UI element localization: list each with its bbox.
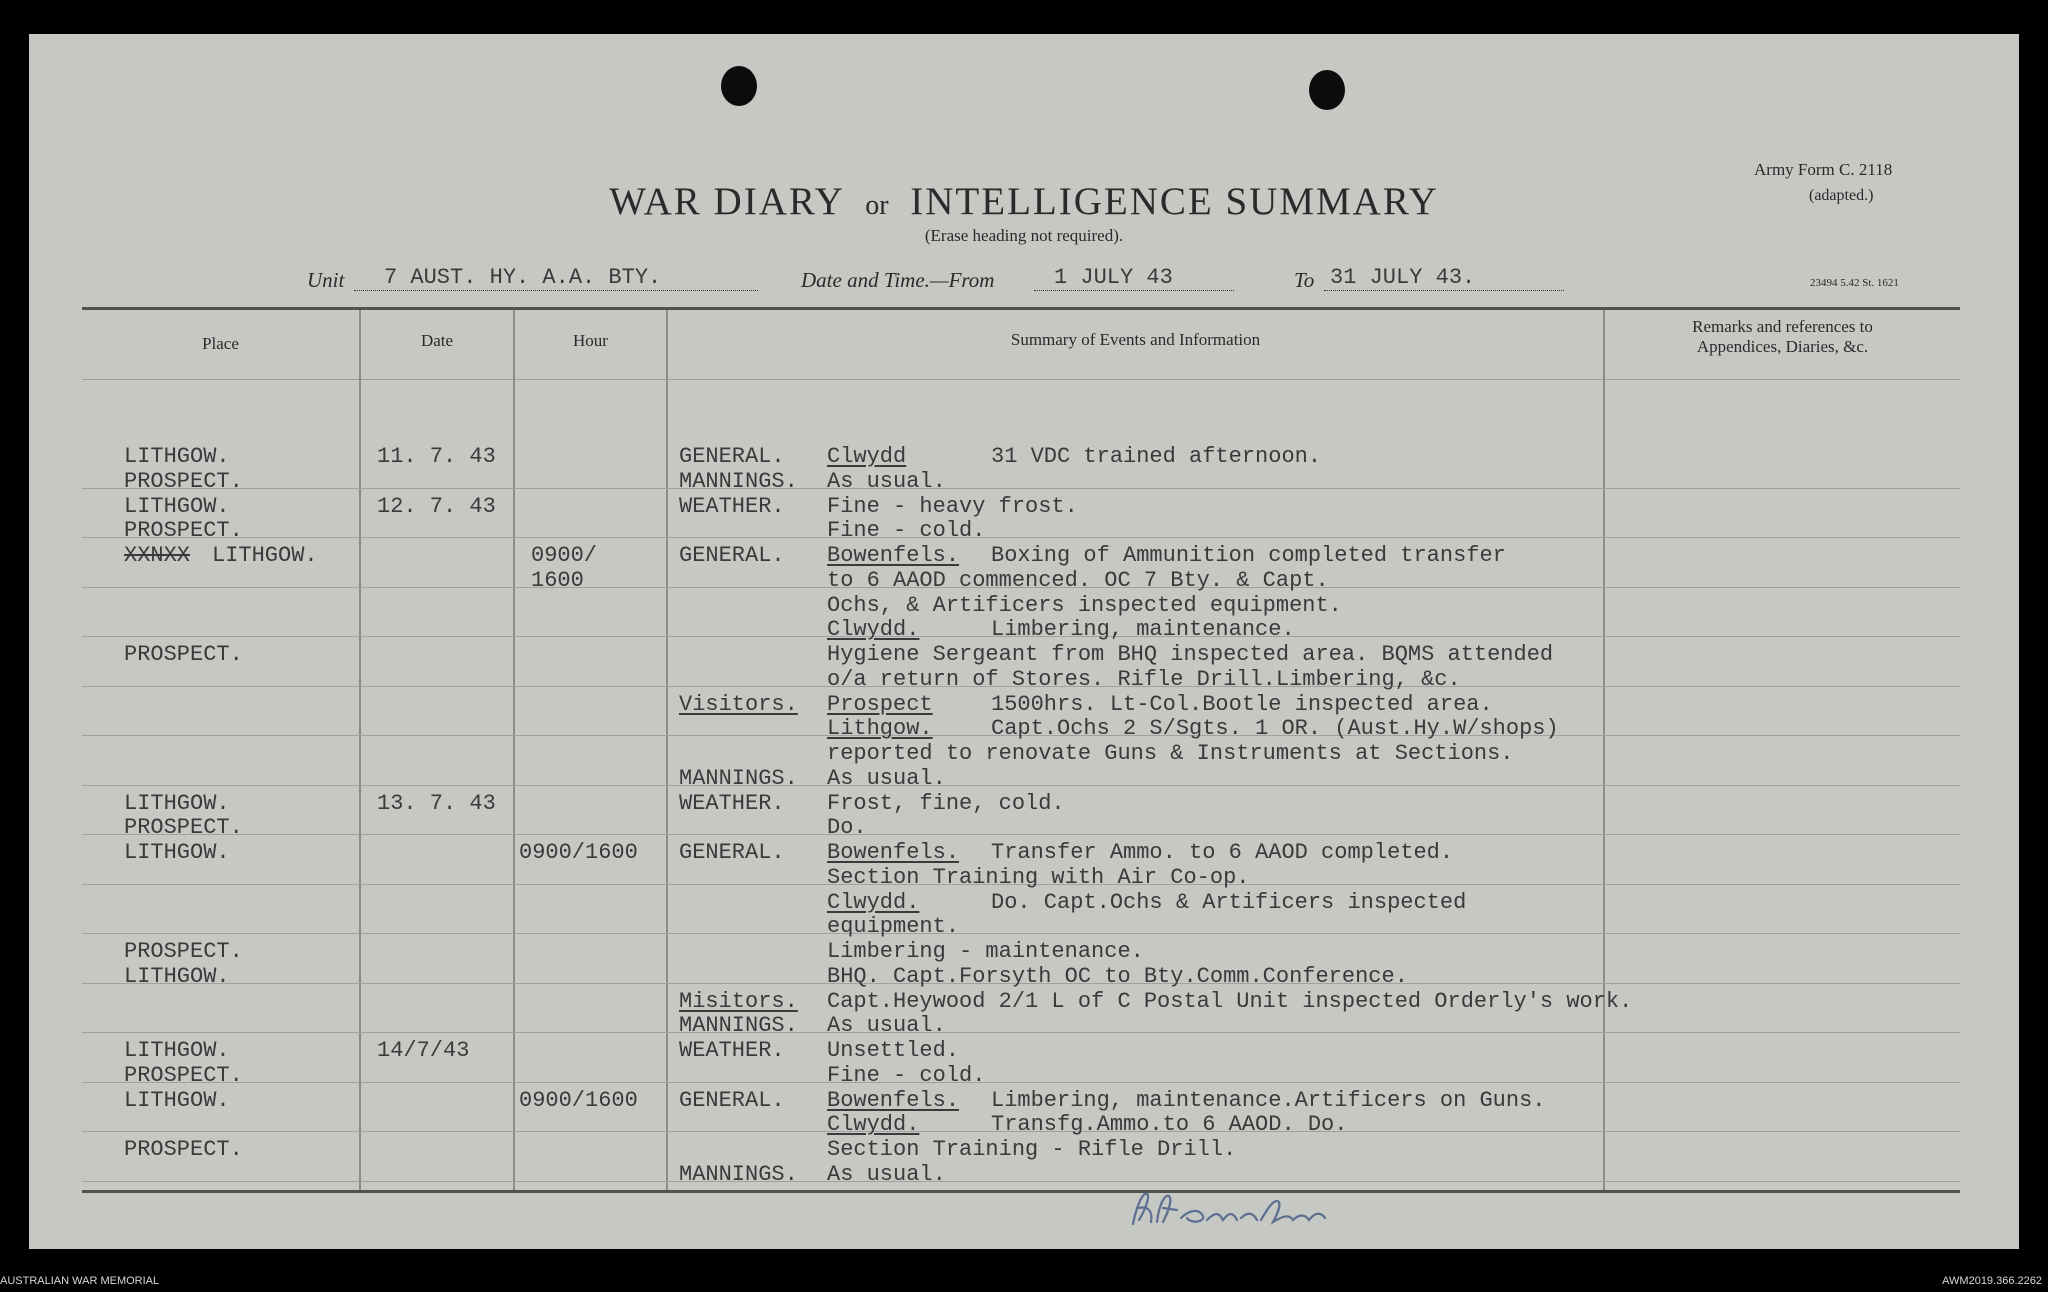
summary-text: As usual. xyxy=(827,765,946,791)
place-cell: PROSPECT. xyxy=(124,1137,243,1162)
header-remarks xyxy=(1605,317,1960,357)
column-divider-date xyxy=(513,310,515,1190)
summary-tag: MANNINGS. xyxy=(679,1161,798,1187)
signature-mark xyxy=(1129,1184,1339,1234)
summary-text: o/a return of Stores. Rifle Drill.Limbering, &c. xyxy=(827,666,1461,692)
header-hour: Hour xyxy=(573,331,608,350)
place-cell: PROSPECT. xyxy=(124,815,243,841)
title-intelligence-summary: INTELLIGENCE SUMMARY xyxy=(910,180,1439,223)
summary-subject: Bowenfels. xyxy=(827,1087,960,1113)
place-struck: XXNXX xyxy=(124,543,191,568)
date-time-label: Date and Time.—From xyxy=(801,268,995,292)
summary-subject: Bowenfels. xyxy=(827,840,960,865)
summary-text: Fine - cold. xyxy=(827,1062,986,1088)
summary-text: Hygiene Sergeant from BHQ inspected area. BQMS attended xyxy=(827,642,1554,667)
summary-tag: MANNINGS. xyxy=(679,765,798,791)
place-cell: PROSPECT. xyxy=(124,468,243,494)
summary-text: Limbering, maintenance. xyxy=(991,617,1295,643)
summary-text: BHQ. Capt.Forsyth OC to Bty.Comm.Conference. xyxy=(827,963,1408,989)
summary-text: reported to renovate Guns & Instruments at Sections. xyxy=(827,741,1514,766)
summary-text: Section Training - Rifle Drill. xyxy=(827,1137,1237,1162)
summary-tag: WEATHER. xyxy=(679,493,785,519)
date-cell: 11. 7. 43 xyxy=(377,444,496,469)
print-code: 23494 5.42 St. 1621 xyxy=(1810,277,1899,289)
summary-text: As usual. xyxy=(827,1013,946,1039)
hour-cell: 0900/1600 xyxy=(519,1087,638,1113)
date-cell: 12. 7. 43 xyxy=(377,493,496,519)
summary-text: Frost, fine, cold. xyxy=(827,790,1065,816)
place-cell: LITHGOW. xyxy=(124,790,230,816)
diary-sheet xyxy=(29,34,2019,1249)
summary-tag: GENERAL. xyxy=(679,1087,785,1113)
ruled-line xyxy=(82,537,1960,538)
place-cell: PROSPECT. xyxy=(124,642,243,667)
column-divider-hour xyxy=(666,310,668,1190)
signature xyxy=(1129,1184,1339,1238)
summary-text: Transfg.Ammo.to 6 AAOD. Do. xyxy=(991,1112,1348,1138)
date-to-value: 31 JULY 43. xyxy=(1324,265,1564,291)
page-title xyxy=(29,179,2019,224)
summary-subject: Clwydd. xyxy=(827,889,920,915)
summary-text: Limbering, maintenance.Artificers on Guns. xyxy=(991,1087,1546,1113)
table-bottom-rule xyxy=(82,1190,1960,1193)
place-cell: LITHGOW. xyxy=(212,543,318,568)
ruled-line xyxy=(82,488,1960,489)
place-cell: PROSPECT. xyxy=(124,939,243,964)
header-place: Place xyxy=(202,334,239,353)
summary-text: As usual. xyxy=(827,468,946,494)
summary-tag: MANNINGS. xyxy=(679,468,798,494)
table-top-rule xyxy=(82,307,1960,310)
erase-heading-note: (Erase heading not required). xyxy=(924,226,1124,245)
summary-text: Ochs, & Artificers inspected equipment. xyxy=(827,592,1342,618)
place-cell: LITHGOW. xyxy=(124,493,230,519)
summary-subject: Lithgow. xyxy=(827,716,933,742)
title-war-diary: WAR DIARY xyxy=(609,180,844,223)
header-remarks-line-1: Remarks and references to xyxy=(1692,317,1873,336)
ruled-line xyxy=(82,785,1960,786)
summary-tag: GENERAL. xyxy=(679,543,785,568)
summary-text: Capt.Ochs 2 S/Sgts. 1 OR. (Aust.Hy.W/shops) xyxy=(991,716,1559,742)
summary-text: 1500hrs. Lt-Col.Bootle inspected area. xyxy=(991,691,1493,717)
summary-text: equipment. xyxy=(827,914,960,940)
summary-text: Do. xyxy=(827,815,867,841)
summary-tag: Visitors. xyxy=(679,691,798,717)
summary-subject: Clwydd. xyxy=(827,1112,920,1138)
header-remarks-line-2: Appendices, Diaries, &c. xyxy=(1696,337,1869,356)
summary-text: Fine - heavy frost. xyxy=(827,493,1078,519)
footer-institution: AUSTRALIAN WAR MEMORIAL xyxy=(0,1275,160,1287)
summary-tag: WEATHER. xyxy=(679,1038,785,1063)
date-to-label: To xyxy=(1294,268,1315,292)
summary-tag: MANNINGS. xyxy=(679,1013,798,1039)
place-cell: LITHGOW. xyxy=(124,444,230,469)
header-date: Date xyxy=(420,331,454,350)
column-divider-summary xyxy=(1603,310,1605,1190)
footer-catalogue-number: AWM2019.366.2262 xyxy=(1942,1275,2042,1287)
ruled-line xyxy=(82,1082,1960,1083)
place-cell: LITHGOW. xyxy=(124,963,230,989)
ruled-line xyxy=(82,933,1960,934)
army-form-adapted: (adapted.) xyxy=(1809,187,1874,204)
date-from-value: 1 JULY 43 xyxy=(1034,265,1234,291)
summary-text: As usual. xyxy=(827,1161,946,1187)
summary-text: Transfer Ammo. to 6 AAOD completed. xyxy=(991,840,1454,865)
place-cell: LITHGOW. xyxy=(124,1087,230,1113)
ruled-line xyxy=(82,1181,1960,1182)
summary-subject: Clwydd. xyxy=(827,617,920,643)
summary-tag: WEATHER. xyxy=(679,790,785,816)
place-cell: LITHGOW. xyxy=(124,840,230,865)
summary-text: Limbering - maintenance. xyxy=(827,939,1144,964)
ruled-line xyxy=(82,834,1960,835)
ruled-line xyxy=(82,1032,1960,1033)
unit-label: Unit xyxy=(307,268,345,292)
date-cell: 14/7/43 xyxy=(377,1038,470,1063)
summary-text: Do. Capt.Ochs & Artificers inspected xyxy=(991,889,1467,915)
punch-hole-left xyxy=(721,66,757,106)
place-cell: PROSPECT. xyxy=(124,1062,243,1088)
summary-text: Capt.Heywood 2/1 L of C Postal Unit inspected Orderly's work. xyxy=(827,988,1633,1014)
summary-tag: GENERAL. xyxy=(679,444,785,469)
summary-text: to 6 AAOD commenced. OC 7 Bty. & Capt. xyxy=(827,567,1329,593)
column-divider-place xyxy=(359,310,361,1190)
army-form-number: Army Form C. 2118 xyxy=(1754,160,1893,179)
summary-text: Unsettled. xyxy=(827,1038,960,1063)
summary-tag: GENERAL. xyxy=(679,840,785,865)
summary-subject: Bowenfels. xyxy=(827,543,960,568)
summary-subject: Prospect xyxy=(827,691,933,717)
header-summary: Summary of Events and Information xyxy=(1010,330,1261,349)
summary-subject: Clwydd xyxy=(827,444,907,469)
hour-cell: 0900/ xyxy=(531,543,598,568)
summary-text: 31 VDC trained afternoon. xyxy=(991,444,1322,469)
hour-cell: 1600 xyxy=(531,567,584,593)
date-cell: 13. 7. 43 xyxy=(377,790,496,816)
place-cell: PROSPECT. xyxy=(124,518,243,544)
summary-tag: Misitors. xyxy=(679,988,798,1014)
header-rule xyxy=(82,379,1960,380)
summary-text: Section Training with Air Co-op. xyxy=(827,864,1250,890)
unit-value: 7 AUST. HY. A.A. BTY. xyxy=(354,265,758,291)
hour-cell: 0900/1600 xyxy=(519,840,638,865)
archive-footer xyxy=(0,1271,2048,1292)
punch-hole-right xyxy=(1309,70,1345,110)
summary-text: Boxing of Ammunition completed transfer xyxy=(991,543,1506,568)
title-or: or xyxy=(865,190,889,221)
place-cell: LITHGOW. xyxy=(124,1038,230,1063)
summary-text: Fine - cold. xyxy=(827,518,986,544)
